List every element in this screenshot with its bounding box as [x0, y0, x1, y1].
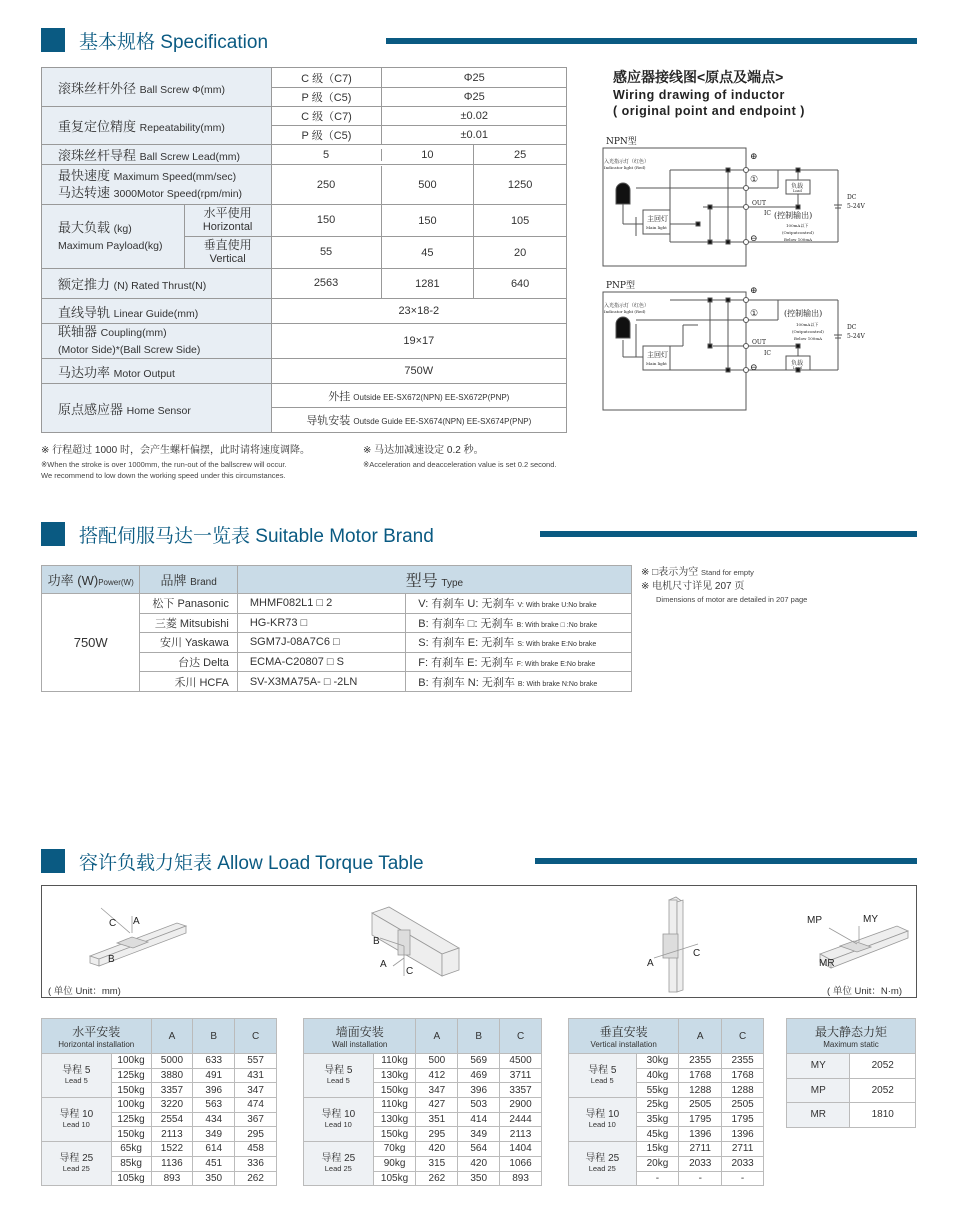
load-cell: 105kg: [373, 1171, 416, 1186]
value-cell: 2505: [722, 1098, 764, 1113]
load-cell: 150kg: [373, 1127, 416, 1142]
model-cell: MHMF082L1 □ 2: [237, 594, 405, 614]
value-cell: 614: [193, 1142, 235, 1157]
svg-text:主回灯: 主回灯: [647, 351, 668, 359]
section-rule: [386, 38, 917, 44]
brake-cell: B: 有刹车 N: 无刹车 B: With brake N:No brake: [406, 672, 632, 692]
load-cell: 55kg: [636, 1083, 679, 1098]
value-cell: 474: [235, 1098, 277, 1113]
value-cell: 420: [458, 1156, 500, 1171]
svg-text:Main light: Main light: [646, 225, 667, 230]
model-cell: ECMA-C20807 □ S: [237, 652, 405, 672]
load-cell: 40kg: [636, 1068, 679, 1083]
table-header: [42, 1019, 277, 1054]
load-cell: 130kg: [373, 1112, 416, 1127]
value-cell: 1136: [151, 1156, 193, 1171]
load-cell: 150kg: [111, 1083, 151, 1098]
npn-circuit: [603, 135, 865, 266]
torque-figures: [42, 886, 916, 997]
load-cell: 130kg: [373, 1068, 416, 1083]
vertical-label: 垂直使用 Vertical: [184, 237, 271, 269]
value-cell: ±0.01: [382, 126, 567, 145]
table-row: [42, 68, 567, 88]
thrust-label: 额定推力 (N) Rated Thrust(N): [42, 269, 272, 299]
value-cell: ±0.02: [382, 107, 567, 126]
value-cell: 23×18-2: [271, 299, 566, 324]
spec-section-title: 基本规格 Specification: [79, 31, 269, 53]
load-cell: 35kg: [636, 1112, 679, 1127]
svg-text:Indicator light (Red): Indicator light (Red): [604, 309, 646, 314]
svg-text:⊕: ⊕: [750, 152, 758, 162]
lead-cell: 导程 5 Lead 5: [304, 1054, 374, 1098]
value-cell: 2711: [722, 1142, 764, 1157]
value-cell: 351: [416, 1112, 458, 1127]
value-cell: 1288: [722, 1083, 764, 1098]
vertical-torque-table: [568, 1018, 764, 1186]
col-header: C: [500, 1019, 542, 1054]
npn-label: NPN型: [606, 137, 637, 147]
svg-text:负载: 负载: [791, 360, 804, 367]
svg-text:DC: DC: [847, 194, 857, 201]
col-header: C: [722, 1019, 764, 1054]
lead-cell: 导程 25 Lead 25: [42, 1142, 112, 1186]
value-cell: 396: [458, 1083, 500, 1098]
brake-cell: S: 有刹车 E: 无刹车 S: With brake E:No brake: [406, 633, 632, 653]
table-row: [569, 1142, 764, 1157]
brand-cell: 松下 Panasonic: [140, 594, 237, 614]
load-cell: 30kg: [636, 1054, 679, 1069]
speed-values: 250 500: [271, 165, 474, 205]
motor-section-title: 搭配伺服马达一览表 Suitable Motor Brand: [79, 525, 434, 547]
svg-text:(Outputcontrol): (Outputcontrol): [792, 329, 824, 334]
load-cell: -: [636, 1171, 679, 1186]
value-cell: 750W: [271, 359, 566, 384]
grade-cell: P 级（C5): [271, 88, 382, 107]
motor-output-label: 马达功率 Motor Output: [42, 359, 272, 384]
torque-section-header: [41, 848, 424, 874]
svg-text:MY: MY: [863, 914, 878, 925]
max-static-table: [786, 1018, 916, 1128]
value-cell: 349: [458, 1127, 500, 1142]
value-cell: 19×17: [271, 324, 566, 359]
load-cell: 15kg: [636, 1142, 679, 1157]
value-cell: 315: [416, 1156, 458, 1171]
value-cell: 25: [474, 145, 567, 165]
brake-cell: V: 有刹车 U: 无刹车 V: With brake U:No brake: [406, 594, 632, 614]
model-cell: SGM7J-08A7C6 □: [237, 633, 405, 653]
value-cell: 563: [193, 1098, 235, 1113]
value-cell: 2113: [500, 1127, 542, 1142]
value-cell: 1768: [722, 1068, 764, 1083]
value-cell: 1396: [679, 1127, 722, 1142]
svg-text:A: A: [380, 959, 387, 970]
wiring-title: 感应器接线图<原点及端点> Wiring drawing of inductor ( original point and endpoint ): [613, 69, 805, 118]
svg-text:C: C: [406, 966, 414, 977]
max-static-title: 最大静态力矩 Maximum static: [787, 1019, 916, 1054]
wall-figure: [372, 907, 459, 977]
svg-text:入光指示灯（红色）: 入光指示灯（红色）: [604, 303, 650, 309]
value-cell: 1396: [722, 1127, 764, 1142]
load-cell: 25kg: [636, 1098, 679, 1113]
value-cell: 893: [500, 1171, 542, 1186]
load-cell: 110kg: [373, 1054, 416, 1069]
value-cell: 295: [235, 1127, 277, 1142]
svg-text:Load: Load: [793, 366, 802, 370]
table-row: [42, 145, 567, 165]
load-cell: 65kg: [111, 1142, 151, 1157]
value-cell: 451: [193, 1156, 235, 1171]
table-row: [42, 269, 567, 299]
horizontal-figure: [90, 908, 186, 966]
value-cell: Φ25: [382, 68, 567, 88]
lead-cell: 导程 25 Lead 25: [304, 1142, 374, 1186]
motor-section-header: [41, 521, 434, 547]
horizontal-title: 水平安装 Horizontal installation: [42, 1019, 152, 1054]
col-header: B: [193, 1019, 235, 1054]
repeatability-label: 重复定位精度 Repeatability(mm): [42, 107, 272, 145]
value-cell: 1795: [722, 1112, 764, 1127]
value-cell: -: [679, 1171, 722, 1186]
wiring-diagram: [598, 132, 878, 412]
table-row: [42, 359, 567, 384]
value-cell: 420: [416, 1142, 458, 1157]
svg-text:5-24V: 5-24V: [847, 333, 865, 340]
table-row: [42, 299, 567, 324]
col-header: A: [416, 1019, 458, 1054]
lead-cell: 导程 10 Lead 10: [42, 1098, 112, 1142]
lead-label: 滚珠丝杆导程 Ball Screw Lead(mm): [42, 145, 272, 165]
svg-text:(控制输出): (控制输出): [774, 211, 813, 220]
value-cell: 367: [235, 1112, 277, 1127]
power-cell: 750W: [42, 594, 140, 692]
lead-cell: 导程 25 Lead 25: [569, 1142, 637, 1186]
load-cell: 85kg: [111, 1156, 151, 1171]
value-cell: 4500: [500, 1054, 542, 1069]
value-cell: 262: [416, 1171, 458, 1186]
svg-text:Main light: Main light: [646, 361, 667, 366]
stroke-note: ※ 行程超过 1000 时，会产生螺杆偏摆，此时请将速度调降。 ※When the stroke is over 1000mm, the run-out of the ballscrew will occur. We recommend to low down the working speed under this circumstances.: [41, 445, 310, 480]
svg-text:5-24V: 5-24V: [847, 203, 865, 210]
svg-text:A: A: [133, 916, 140, 927]
svg-text:100mA以下: 100mA以下: [796, 322, 819, 327]
speed-label: 最快速度 Maximum Speed(mm/sec) 马达转速 3000Motor Speed(rpm/min): [42, 165, 272, 205]
value-cell: 2033: [679, 1156, 722, 1171]
horizontal-label: 水平使用 Horizontal: [184, 205, 271, 237]
table-row: [42, 1054, 277, 1069]
section-marker: [41, 849, 65, 873]
moment-key: MP: [787, 1078, 850, 1103]
spec-section-header: [41, 27, 268, 53]
svg-text:⊖: ⊖: [750, 234, 758, 244]
table-row: [787, 1103, 916, 1128]
value-cell: 3880: [151, 1068, 193, 1083]
value-cell: 431: [235, 1068, 277, 1083]
svg-text:C: C: [693, 948, 701, 959]
table-row: [569, 1098, 764, 1113]
value-cell: 1066: [500, 1156, 542, 1171]
svg-text:⊖: ⊖: [750, 363, 758, 373]
value-cell: 262: [235, 1171, 277, 1186]
value-cell: 396: [193, 1083, 235, 1098]
value-cell: 3220: [151, 1098, 193, 1113]
load-cell: 105kg: [111, 1171, 151, 1186]
value-cell: 633: [193, 1054, 235, 1069]
load-cell: 100kg: [111, 1054, 151, 1069]
lead-values: 5 10: [271, 145, 474, 165]
svg-text:A: A: [647, 958, 654, 969]
moment-key: MY: [787, 1054, 850, 1079]
unit-nm: ( 单位 Unit：N·m): [827, 986, 902, 997]
value-cell: 412: [416, 1068, 458, 1083]
svg-text:B: B: [373, 936, 380, 947]
value-cell: 2355: [722, 1054, 764, 1069]
load-cell: 70kg: [373, 1142, 416, 1157]
svg-text:Load: Load: [793, 189, 802, 193]
value-cell: Φ25: [382, 88, 567, 107]
brake-cell: F: 有刹车 E: 无刹车 F: With brake E:No brake: [406, 652, 632, 672]
pnp-label: PNP型: [606, 281, 635, 291]
svg-text:入光指示灯（红色）: 入光指示灯（红色）: [604, 159, 650, 165]
moment-value: 1810: [850, 1103, 916, 1128]
value-cell: 469: [458, 1068, 500, 1083]
svg-text:C: C: [109, 918, 117, 929]
svg-text:MP: MP: [807, 915, 822, 926]
value-cell: -: [722, 1171, 764, 1186]
svg-text:Below 100mA: Below 100mA: [794, 336, 823, 341]
value-cell: 2554: [151, 1112, 193, 1127]
load-cell: 20kg: [636, 1156, 679, 1171]
value-cell: 336: [235, 1156, 277, 1171]
brake-cell: B: 有刹车 □: 无刹车 B: With brake □ :No brake: [406, 613, 632, 633]
svg-text:(控制输出): (控制输出): [784, 309, 823, 318]
svg-text:⊕: ⊕: [750, 286, 758, 296]
brand-cell: 三菱 Mitsubishi: [140, 613, 237, 633]
type-header: 型号 Type: [237, 566, 631, 594]
value-cell: 2900: [500, 1098, 542, 1113]
unit-mm: ( 单位 Unit：mm): [48, 986, 121, 997]
table-row: [787, 1078, 916, 1103]
motor-notes: ※ □表示为空 Stand for empty ※ 电机尺寸详见 207 页 Dimensions of motor are detailed in 207 page: [641, 567, 808, 604]
svg-text:IC: IC: [764, 350, 771, 357]
col-header: A: [679, 1019, 722, 1054]
payload-h-values: 150 150: [271, 205, 474, 237]
load-cell: 125kg: [111, 1112, 151, 1127]
moment-key: MR: [787, 1103, 850, 1128]
value-cell: 2711: [679, 1142, 722, 1157]
value-cell: 5000: [151, 1054, 193, 1069]
value-cell: 458: [235, 1142, 277, 1157]
value-cell: 569: [458, 1054, 500, 1069]
load-cell: 90kg: [373, 1156, 416, 1171]
table-row: [42, 107, 567, 126]
torque-section-title: 容许负载力矩表 Allow Load Torque Table: [79, 852, 424, 874]
svg-text:DC: DC: [847, 324, 857, 331]
moment-value: 2052: [850, 1054, 916, 1079]
value-cell: 427: [416, 1098, 458, 1113]
vertical-figure: [647, 897, 700, 992]
value-cell: 1250: [474, 165, 567, 205]
value-cell: 105: [474, 205, 567, 237]
brand-header: 品牌 Brand: [140, 566, 237, 594]
moment-figure: [807, 914, 908, 969]
svg-text:①: ①: [750, 175, 759, 185]
table-row: [304, 1098, 542, 1113]
value-cell: 350: [193, 1171, 235, 1186]
svg-text:Below 100mA: Below 100mA: [784, 237, 813, 242]
value-cell: 2113: [151, 1127, 193, 1142]
value-cell: 3357: [500, 1083, 542, 1098]
table-row: [42, 165, 567, 205]
value-cell: 893: [151, 1171, 193, 1186]
value-cell: 503: [458, 1098, 500, 1113]
value-cell: 295: [416, 1127, 458, 1142]
lead-cell: 导程 10 Lead 10: [304, 1098, 374, 1142]
value-cell: 350: [458, 1171, 500, 1186]
horizontal-torque-table: [41, 1018, 277, 1186]
table-row: [42, 1142, 277, 1157]
value-cell: 2355: [679, 1054, 722, 1069]
table-row: [42, 205, 567, 237]
table-header: [569, 1019, 764, 1054]
value-cell: 1795: [679, 1112, 722, 1127]
value-cell: 1404: [500, 1142, 542, 1157]
sensor-outside: 外挂 Outside EE-SX672(NPN) EE-SX672P(PNP): [271, 384, 566, 408]
table-header: [304, 1019, 542, 1054]
svg-text:OUT: OUT: [752, 339, 766, 346]
table-row: [42, 384, 567, 408]
accel-note: ※ 马达加减速设定 0.2 秒。 ※Acceleration and deacceleration value is set 0.2 second.: [363, 445, 557, 469]
col-header: B: [458, 1019, 500, 1054]
load-cell: 150kg: [111, 1127, 151, 1142]
col-header: C: [235, 1019, 277, 1054]
svg-text:100mA以下: 100mA以下: [786, 223, 809, 228]
brand-cell: 台达 Delta: [140, 652, 237, 672]
torque-figure-box: [41, 885, 917, 998]
section-rule: [535, 858, 917, 864]
value-cell: 2033: [722, 1156, 764, 1171]
load-cell: 125kg: [111, 1068, 151, 1083]
payload-v-values: 55 45: [271, 237, 474, 269]
svg-text:负载: 负载: [791, 183, 804, 190]
value-cell: 1522: [151, 1142, 193, 1157]
table-row: [42, 594, 632, 614]
wall-torque-table: [303, 1018, 542, 1186]
svg-text:IC: IC: [764, 210, 771, 217]
model-cell: SV-X3MA75A- □ -2LN: [237, 672, 405, 692]
load-cell: 150kg: [373, 1083, 416, 1098]
table-row: [787, 1054, 916, 1079]
svg-text:主回灯: 主回灯: [647, 215, 668, 223]
home-sensor-label: 原点感应器 Home Sensor: [42, 384, 272, 433]
value-cell: 349: [193, 1127, 235, 1142]
value-cell: 1768: [679, 1068, 722, 1083]
value-cell: 564: [458, 1142, 500, 1157]
value-cell: 434: [193, 1112, 235, 1127]
svg-text:OUT: OUT: [752, 200, 766, 207]
lead-cell: 导程 5 Lead 5: [569, 1054, 637, 1098]
table-header: [787, 1019, 916, 1054]
load-cell: 100kg: [111, 1098, 151, 1113]
grade-cell: C 级（C7): [271, 68, 382, 88]
pnp-circuit: [603, 279, 865, 410]
load-cell: 45kg: [636, 1127, 679, 1142]
table-row: [304, 1054, 542, 1069]
brand-cell: 安川 Yaskawa: [140, 633, 237, 653]
value-cell: 500: [416, 1054, 458, 1069]
section-rule: [540, 531, 917, 537]
wall-title: 墙面安装 Wall installation: [304, 1019, 416, 1054]
svg-text:B: B: [108, 954, 115, 965]
table-row: [42, 324, 567, 359]
lead-cell: 导程 5 Lead 5: [42, 1054, 112, 1098]
sensor-guide: 导轨安装 Outsde Guide EE-SX674(NPN) EE-SX674P(PNP): [271, 408, 566, 433]
col-header: A: [151, 1019, 193, 1054]
grade-cell: C 级（C7): [271, 107, 382, 126]
model-cell: HG-KR73 □: [237, 613, 405, 633]
brand-cell: 禾川 HCFA: [140, 672, 237, 692]
vertical-title: 垂直安装 Vertical installation: [569, 1019, 679, 1054]
value-cell: 3711: [500, 1068, 542, 1083]
value-cell: 414: [458, 1112, 500, 1127]
value-cell: 20: [474, 237, 567, 269]
guide-label: 直线导轨 Linear Guide(mm): [42, 299, 272, 324]
value-cell: 1288: [679, 1083, 722, 1098]
svg-text:①: ①: [750, 309, 759, 319]
table-header: [42, 566, 632, 594]
svg-text:MR: MR: [819, 958, 835, 969]
value-cell: 3357: [151, 1083, 193, 1098]
power-header: 功率 (W)Power(W): [42, 566, 140, 594]
value-cell: 2505: [679, 1098, 722, 1113]
motor-table: [41, 565, 632, 692]
ball-screw-label: 滚珠丝杆外径 Ball Screw Φ(mm): [42, 68, 272, 107]
moment-value: 2052: [850, 1078, 916, 1103]
section-marker: [41, 28, 65, 52]
section-marker: [41, 522, 65, 546]
value-cell: 2444: [500, 1112, 542, 1127]
value-cell: 640: [474, 269, 567, 299]
value-cell: 347: [235, 1083, 277, 1098]
value-cell: 347: [416, 1083, 458, 1098]
payload-label: 最大负载 (kg) Maximum Payload(kg): [42, 205, 185, 269]
load-cell: 110kg: [373, 1098, 416, 1113]
value-cell: 557: [235, 1054, 277, 1069]
spec-table: [41, 67, 567, 433]
table-row: [569, 1054, 764, 1069]
thrust-values: 2563 1281: [271, 269, 474, 299]
svg-text:(Outputcontrol): (Outputcontrol): [782, 230, 814, 235]
grade-cell: P 级（C5): [271, 126, 382, 145]
value-cell: 491: [193, 1068, 235, 1083]
table-row: [42, 1098, 277, 1113]
svg-text:Indicator light (Red): Indicator light (Red): [604, 165, 646, 170]
table-row: [304, 1142, 542, 1157]
lead-cell: 导程 10 Lead 10: [569, 1098, 637, 1142]
coupling-label: 联轴器 Coupling(mm) (Motor Side)*(Ball Screw Side): [42, 324, 272, 359]
